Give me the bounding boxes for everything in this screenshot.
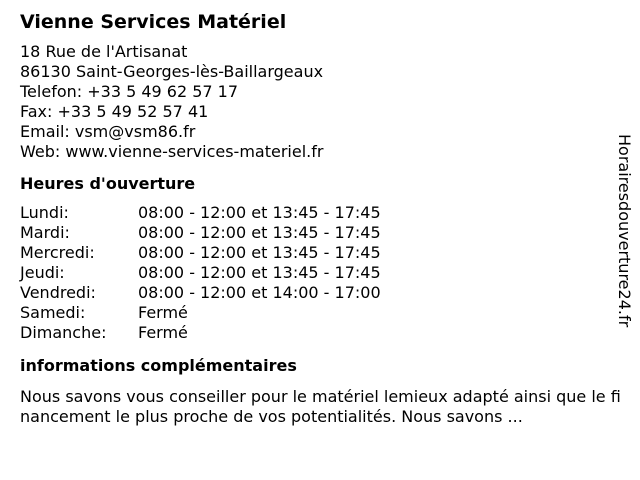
hours-row [20,303,625,323]
hours-day: Vendredi: [20,283,96,302]
phone-number: Telefon: +33 5 49 62 57 17 [20,82,239,101]
hours-row [20,223,625,243]
hours-table [20,203,625,343]
hours-row [20,323,625,343]
fax-number: Fax: +33 5 49 52 57 41 [20,102,209,121]
business-name: Vienne Services Matériel [20,11,287,33]
hours-time: 08:00 - 12:00 et 14:00 - 17:00 [138,283,381,302]
hours-time: Fermé [138,303,188,322]
info-heading: informations complémentaires [20,356,297,375]
hours-time: 08:00 - 12:00 et 13:45 - 17:45 [138,263,381,282]
hours-day: Dimanche: [20,323,107,342]
business-card [20,8,625,427]
info-description: Nous savons vous conseiller pour le matériel lemieux adapté ainsi que le financement le plus proche de vos potentialités. Nous savons ... [20,387,621,426]
hours-day: Jeudi: [20,263,65,282]
hours-row [20,263,625,283]
website: Web: www.vienne-services-materiel.fr [20,142,324,161]
hours-time: 08:00 - 12:00 et 13:45 - 17:45 [138,243,381,262]
site-watermark: Horairesdouverture24.fr [615,134,634,328]
hours-time: 08:00 - 12:00 et 13:45 - 17:45 [138,223,381,242]
hours-row [20,203,625,223]
hours-time: 08:00 - 12:00 et 13:45 - 17:45 [138,203,381,222]
hours-day: Samedi: [20,303,86,322]
hours-row [20,243,625,263]
city-address: 86130 Saint-Georges-lès-Baillargeaux [20,62,324,81]
address-block [20,42,625,162]
hours-day: Lundi: [20,203,69,222]
hours-day: Mercredi: [20,243,95,262]
email-address: Email: vsm@vsm86.fr [20,122,196,141]
hours-time: Fermé [138,323,188,342]
street-address: 18 Rue de l'Artisanat [20,42,188,61]
hours-day: Mardi: [20,223,70,242]
hours-row [20,283,625,303]
hours-heading: Heures d'ouverture [20,174,196,193]
